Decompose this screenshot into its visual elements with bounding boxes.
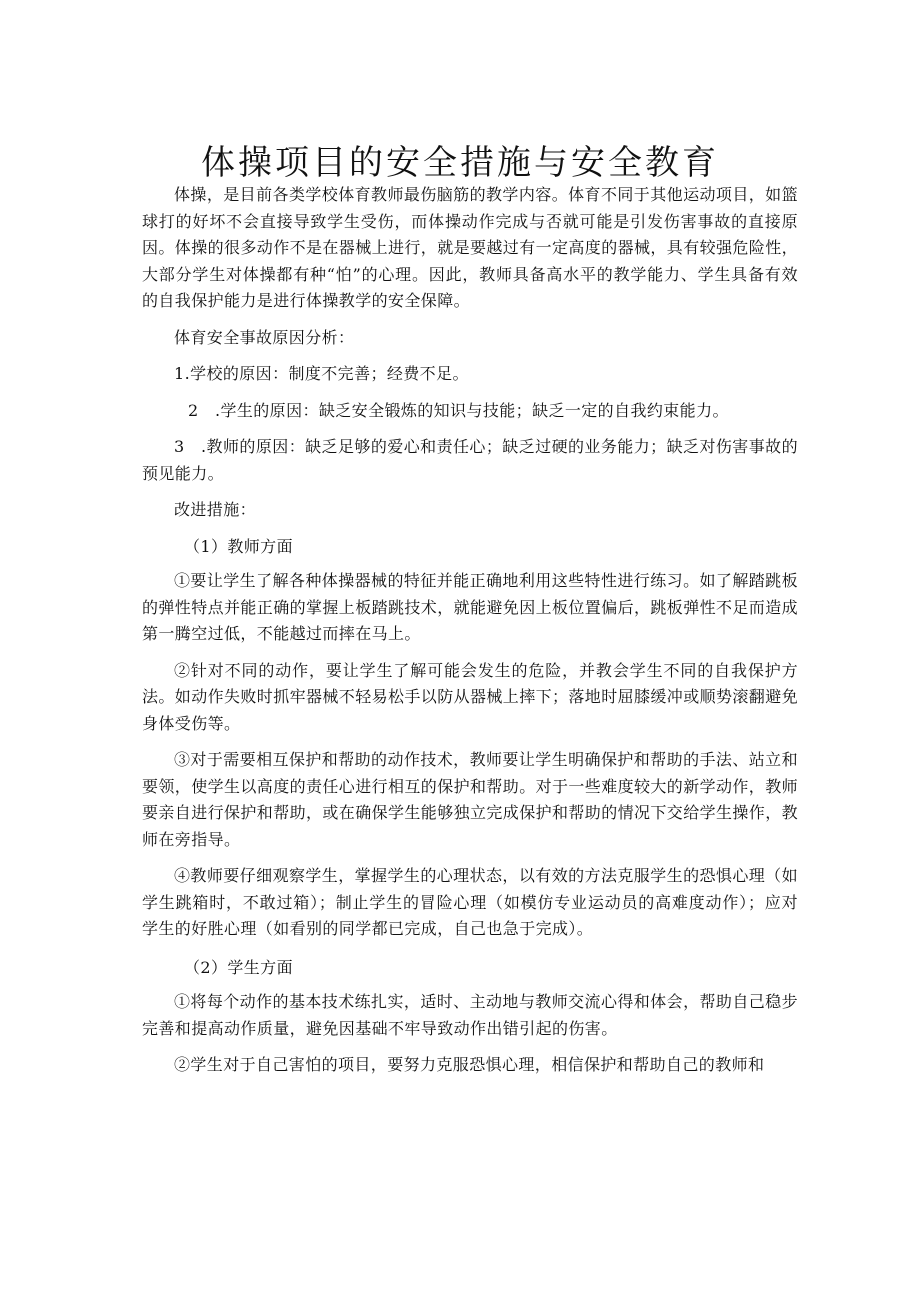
teacher-measure-4: ④教师要仔细观察学生，掌握学生的心理状态，以有效的方法克服学生的恐惧心理（如学生跳箱时，不敢过箱）；制止学生的冒险心理（如模仿专业运动员的高难度动作）；应对学生的好胜心理（如看别的同学都已完成，自己也急于完成）。 <box>142 866 798 938</box>
teacher-section-heading: （1）教师方面 <box>184 536 293 556</box>
cause-school: 1.学校的原因：制度不完善；经费不足。 <box>174 364 469 383</box>
teacher-measure-2: ②针对不同的动作，要让学生了解可能会发生的危险，并教会学生不同的自我保护方法。如动作失败时抓牢器械不轻易松手以防从器械上摔下；落地时屈膝缓冲或顺势滚翻避免身体受伤等。 <box>142 660 799 733</box>
measures-heading: 改进措施： <box>174 500 257 519</box>
student-section-heading: （2）学生方面 <box>184 957 293 977</box>
teacher-measure-3: ③对于需要相互保护和帮助的动作技术，教师要让学生明确保护和帮助的手法、站立和要领，使学生以高度的责任心进行相互的保护和帮助。对于一些难度较大的新学动作，教师要亲自进行保护和帮助，或在确保学生能够独立完成保护和帮助的情况下交给学生操作，教师在旁指导。 <box>142 750 799 849</box>
student-measure-1: ①将每个动作的基本技术练扎实，适时、主动地与教师交流心得和体会，帮助自己稳步完善和提高动作质量，避免因基础不牢导致动作出错引起的伤害。 <box>142 992 798 1038</box>
document-body <box>142 182 798 1079</box>
cause-student: 2 .学生的原因：缺乏安全锻炼的知识与技能；缺乏一定的自我约束能力。 <box>188 400 729 420</box>
document-title: 体操项目的安全措施与安全教育 <box>201 142 719 183</box>
intro-paragraph: 体操，是目前各类学校体育教师最伤脑筋的教学内容。体育不同于其他运动项目，如篮球打的好坏不会直接导致学生受伤，而体操动作完成与否就可能是引发伤害事故的直接原因。体操的很多动作不是在器械上进行，就是要越过有一定高度的器械，具有较强危险性，大部分学生对体操都有种“怕”的心理。因此，教师具备高水平的教学能力、学生具备有效的自我保护能力是进行体操教学的安全保障。 <box>142 185 799 310</box>
teacher-measure-1: ①要让学生了解各种体操器械的特征并能正确地利用这些特性进行练习。如了解踏跳板的弹性特点并能正确的掌握上板踏跳技术，就能避免因上板位置偏后，跳板弹性不足而造成第一腾空过低，不能越过而摔在马上。 <box>142 571 799 643</box>
student-measure-2: ②学生对于自己害怕的项目，要努力克服恐惧心理，相信保护和帮助自己的教师和 <box>174 1055 765 1074</box>
analysis-heading: 体育安全事故原因分析： <box>174 327 355 347</box>
cause-teacher: 3 .教师的原因：缺乏足够的爱心和责任心；缺乏过硬的业务能力；缺乏对伤害事故的预见能力。 <box>142 437 798 483</box>
